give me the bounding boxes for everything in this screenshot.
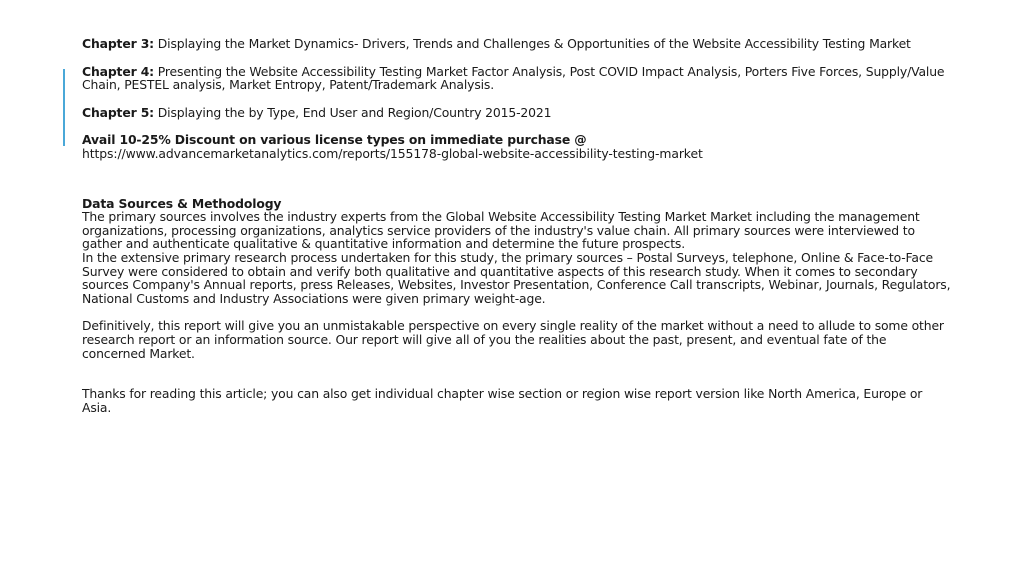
chapter-text: Presenting the Website Accessibility Testing Market Factor Analysis, Post COVID Impact Analysis, Porters Five Forces, Supply/Value Chain, PESTEL analysis, Market Entropy, Patent/Trademark Analysis. xyxy=(82,63,945,93)
methodology-para-2: In the extensive primary research process undertaken for this study, the primary sources – Postal Surveys, telephone, Online & Face-to-Face Survey were considered to obtain and verify both qualitative and quantitative aspects of this research study. When it comes to secondary sources Company's Annual reports, press Releases, Websites, Investor Presentation, Conference Call transcripts, Webinar, Journals, Regulators, National Customs and Industry Associations were given primary weight-age. xyxy=(82,249,951,306)
discount-headline: Avail 10-25% Discount on various license types on immediate purchase @ xyxy=(82,132,587,148)
slide-content xyxy=(82,37,952,414)
conclusion-paragraph: Definitively, this report will give you an unmistakable perspective on every single reality of the market without a need to allude to some other research report or an information source. Our report will give all of you the realities about the past, present, and eventual fate of the concerned Market. xyxy=(82,318,944,361)
accent-bar xyxy=(63,69,65,146)
methodology-heading: Data Sources & Methodology xyxy=(82,195,282,211)
chapter-text: Displaying the Market Dynamics- Drivers, Trends and Challenges & Opportunities of the Website Accessibility Testing Market xyxy=(153,36,911,51)
chapter-5 xyxy=(82,106,952,120)
report-url-link[interactable]: https://www.advancemarketanalytics.com/reports/155178-global-website-accessibility-testing-market xyxy=(82,145,703,161)
chapter-4 xyxy=(82,65,952,92)
chapter-text: Displaying the by Type, End User and Region/Country 2015-2021 xyxy=(153,104,552,120)
chapter-label: Chapter 5: xyxy=(82,104,154,120)
chapter-label: Chapter 4: xyxy=(82,63,154,79)
chapter-label: Chapter 3: xyxy=(82,36,154,51)
methodology-para-1: The primary sources involves the industry experts from the Global Website Accessibility Testing Market Market including the management organizations, processing organizations, analytics service providers of the industry's value chain. All primary sources were interviewed to gather and authenticate qualitative & quantitative information and determine the future prospects. xyxy=(82,209,920,252)
thanks-paragraph: Thanks for reading this article; you can also get individual chapter wise section or region wise report version like North America, Europe or Asia. xyxy=(82,386,923,415)
chapter-3 xyxy=(82,37,952,51)
